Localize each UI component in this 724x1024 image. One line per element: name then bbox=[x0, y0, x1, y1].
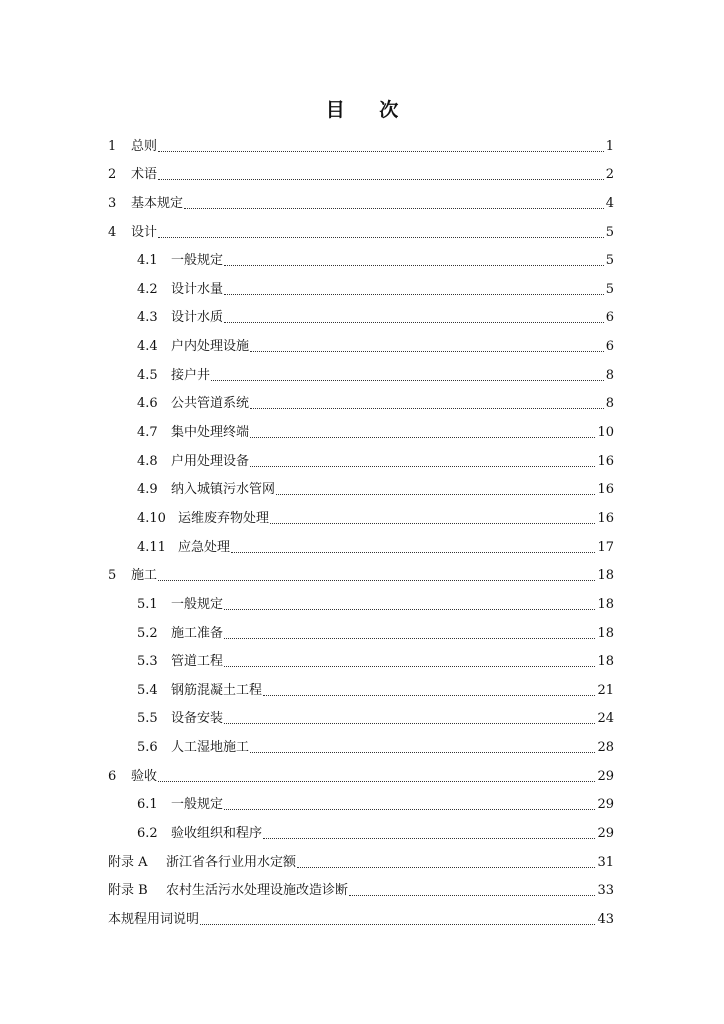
toc-leader bbox=[224, 264, 604, 266]
toc-number: 4 bbox=[108, 224, 117, 240]
toc-entry[interactable] bbox=[108, 871, 614, 900]
toc-page-number: 24 bbox=[597, 711, 614, 727]
toc-title: 人工湿地施工 bbox=[171, 740, 250, 756]
toc-title: 户用处理设备 bbox=[171, 453, 250, 469]
toc-leader bbox=[250, 350, 604, 352]
toc-leader bbox=[158, 178, 604, 180]
toc-number: 4.5 bbox=[137, 367, 158, 383]
toc-leader bbox=[263, 694, 595, 696]
toc-leader bbox=[263, 837, 595, 839]
toc-leader bbox=[224, 293, 604, 295]
toc-leader bbox=[297, 866, 595, 868]
toc-number: 4.7 bbox=[137, 425, 158, 441]
toc-leader bbox=[276, 493, 595, 495]
toc-leader bbox=[250, 465, 595, 467]
toc-page-number: 29 bbox=[597, 826, 614, 842]
toc-leader bbox=[250, 751, 595, 753]
toc-page-number: 18 bbox=[597, 596, 614, 612]
toc-entry[interactable] bbox=[108, 384, 614, 413]
toc-page-number: 29 bbox=[597, 797, 614, 813]
toc-entry[interactable] bbox=[108, 298, 614, 327]
toc-title: 一般规定 bbox=[171, 596, 224, 612]
toc-title: 管道工程 bbox=[171, 654, 224, 670]
toc-entry[interactable] bbox=[108, 498, 614, 527]
toc-number: 2 bbox=[108, 167, 117, 183]
toc-page-number: 43 bbox=[597, 911, 614, 927]
toc-leader bbox=[250, 407, 604, 409]
toc-number: 4.3 bbox=[137, 310, 158, 326]
toc-leader bbox=[224, 722, 595, 724]
toc-title: 一般规定 bbox=[171, 797, 224, 813]
toc-title: 接户井 bbox=[171, 367, 211, 383]
toc-number: 4.1 bbox=[137, 253, 158, 269]
toc-entry[interactable] bbox=[108, 899, 614, 928]
toc-number: 5.5 bbox=[137, 711, 158, 727]
toc-title: 应急处理 bbox=[178, 539, 231, 555]
toc-page-number: 8 bbox=[605, 396, 614, 412]
toc-title: 设计水质 bbox=[171, 310, 224, 326]
toc-number: 5.2 bbox=[137, 625, 158, 641]
toc-entry[interactable] bbox=[108, 441, 614, 470]
toc-entry[interactable] bbox=[108, 412, 614, 441]
toc-leader bbox=[250, 436, 595, 438]
toc-page-number: 16 bbox=[597, 510, 614, 526]
toc-title: 术语 bbox=[131, 167, 158, 183]
toc-page-number: 21 bbox=[597, 682, 614, 698]
toc-title: 施工准备 bbox=[171, 625, 224, 641]
toc-title: 验收组织和程序 bbox=[171, 826, 263, 842]
toc-page-number: 31 bbox=[597, 854, 614, 870]
toc-leader bbox=[158, 780, 595, 782]
toc-number: 4.10 bbox=[137, 510, 166, 526]
toc-entry[interactable] bbox=[108, 241, 614, 270]
toc-number: 4.9 bbox=[137, 482, 158, 498]
toc-leader bbox=[224, 665, 595, 667]
toc-number: 附录 A bbox=[108, 854, 148, 870]
toc-title: 施工 bbox=[131, 568, 158, 584]
toc-number: 4.4 bbox=[137, 339, 158, 355]
toc-entry[interactable] bbox=[108, 470, 614, 499]
toc-leader bbox=[224, 321, 604, 323]
toc-leader bbox=[211, 379, 604, 381]
toc-page-number: 1 bbox=[605, 138, 614, 154]
toc-page-number: 18 bbox=[597, 625, 614, 641]
toc-page-number: 16 bbox=[597, 453, 614, 469]
toc-page-number: 5 bbox=[605, 253, 614, 269]
toc-title: 运维废弃物处理 bbox=[178, 510, 270, 526]
toc-number: 1 bbox=[108, 138, 117, 154]
toc-page-number: 33 bbox=[597, 883, 614, 899]
toc-entry[interactable] bbox=[108, 212, 614, 241]
toc-page-number: 29 bbox=[597, 768, 614, 784]
toc-page-number: 18 bbox=[597, 654, 614, 670]
toc-number: 附录 B bbox=[108, 883, 148, 899]
toc-entry[interactable] bbox=[108, 584, 614, 613]
toc-title: 钢筋混凝土工程 bbox=[171, 682, 263, 698]
toc-leader bbox=[184, 207, 604, 209]
toc-number: 6.2 bbox=[137, 826, 158, 842]
toc-number: 5 bbox=[108, 568, 117, 584]
toc-leader bbox=[224, 637, 595, 639]
toc-leader bbox=[158, 150, 604, 152]
toc-title: 公共管道系统 bbox=[171, 396, 250, 412]
table-of-contents bbox=[108, 126, 614, 928]
toc-title: 设计水量 bbox=[171, 281, 224, 297]
toc-number: 5.4 bbox=[137, 682, 158, 698]
toc-title: 农村生活污水处理设施改造诊断 bbox=[166, 883, 349, 899]
toc-leader bbox=[158, 236, 604, 238]
toc-entry[interactable] bbox=[108, 699, 614, 728]
toc-title: 一般规定 bbox=[171, 253, 224, 269]
toc-title: 设备安装 bbox=[171, 711, 224, 727]
toc-title: 验收 bbox=[131, 768, 158, 784]
toc-title: 本规程用词说明 bbox=[108, 911, 200, 927]
toc-entry[interactable] bbox=[108, 727, 614, 756]
toc-title: 总则 bbox=[131, 138, 158, 154]
toc-number: 5.1 bbox=[137, 596, 158, 612]
toc-entry[interactable] bbox=[108, 155, 614, 184]
toc-page-number: 18 bbox=[597, 568, 614, 584]
toc-entry[interactable] bbox=[108, 642, 614, 671]
page-title: 目 次 bbox=[325, 99, 413, 121]
toc-number: 4.2 bbox=[137, 281, 158, 297]
toc-entry[interactable] bbox=[108, 785, 614, 814]
toc-entry[interactable] bbox=[108, 756, 614, 785]
toc-page-number: 5 bbox=[605, 281, 614, 297]
toc-page-number: 10 bbox=[597, 425, 614, 441]
toc-title: 户内处理设施 bbox=[171, 339, 250, 355]
toc-page-number: 17 bbox=[597, 539, 614, 555]
toc-leader bbox=[158, 579, 595, 581]
toc-entry[interactable] bbox=[108, 556, 614, 585]
toc-leader bbox=[231, 551, 595, 553]
toc-page-number: 4 bbox=[605, 195, 614, 211]
toc-title: 基本规定 bbox=[131, 195, 184, 211]
toc-number: 6 bbox=[108, 768, 117, 784]
toc-page-number: 16 bbox=[597, 482, 614, 498]
toc-number: 6.1 bbox=[137, 797, 158, 813]
toc-entry[interactable] bbox=[108, 183, 614, 212]
toc-leader bbox=[224, 608, 595, 610]
toc-entry[interactable] bbox=[108, 670, 614, 699]
toc-number: 5.3 bbox=[137, 654, 158, 670]
toc-page-number: 8 bbox=[605, 367, 614, 383]
toc-page-number: 2 bbox=[605, 167, 614, 183]
toc-entry[interactable] bbox=[108, 269, 614, 298]
toc-title: 集中处理终端 bbox=[171, 425, 250, 441]
toc-entry[interactable] bbox=[108, 527, 614, 556]
toc-number: 4.11 bbox=[137, 539, 166, 555]
toc-entry[interactable] bbox=[108, 813, 614, 842]
toc-entry[interactable] bbox=[108, 126, 614, 155]
toc-entry[interactable] bbox=[108, 842, 614, 871]
toc-leader bbox=[224, 808, 595, 810]
toc-entry[interactable] bbox=[108, 355, 614, 384]
toc-page-number: 6 bbox=[605, 339, 614, 355]
toc-title: 设计 bbox=[131, 224, 158, 240]
toc-number: 5.6 bbox=[137, 740, 158, 756]
toc-title: 浙江省各行业用水定额 bbox=[166, 854, 297, 870]
toc-leader bbox=[200, 923, 595, 925]
toc-number: 4.8 bbox=[137, 453, 158, 469]
toc-number: 3 bbox=[108, 195, 117, 211]
toc-title: 纳入城镇污水管网 bbox=[171, 482, 276, 498]
toc-entry[interactable] bbox=[108, 613, 614, 642]
toc-entry[interactable] bbox=[108, 326, 614, 355]
toc-leader bbox=[270, 522, 595, 524]
toc-page-number: 6 bbox=[605, 310, 614, 326]
toc-number: 4.6 bbox=[137, 396, 158, 412]
toc-page-number: 5 bbox=[605, 224, 614, 240]
toc-leader bbox=[349, 894, 595, 896]
toc-page-number: 28 bbox=[597, 740, 614, 756]
